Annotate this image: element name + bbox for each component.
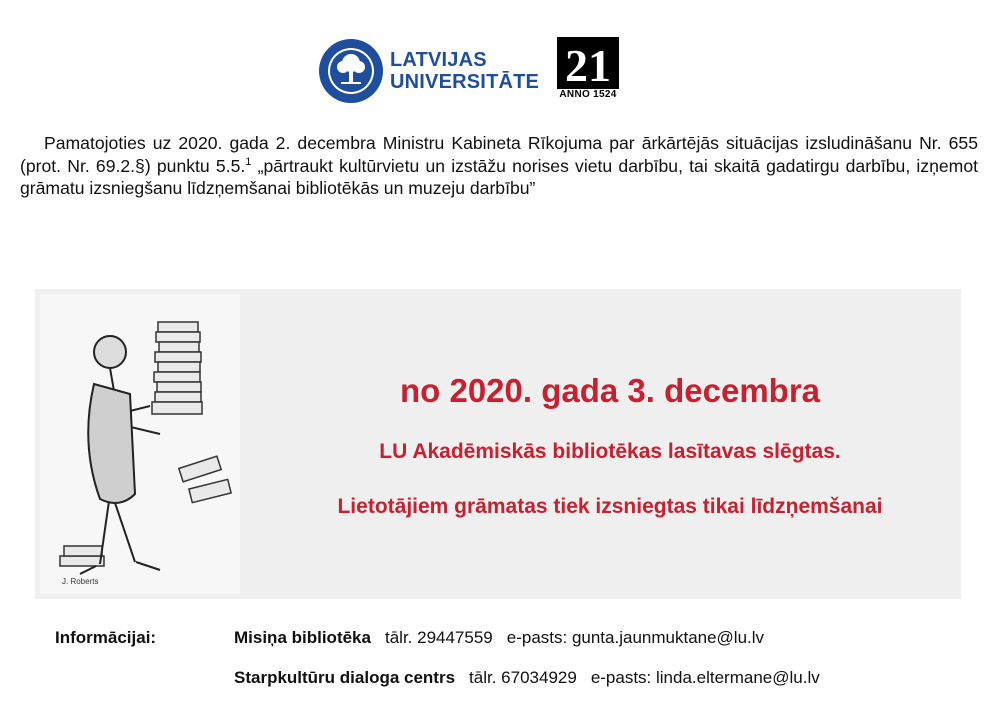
anno-caption: ANNO 1524 [559, 89, 617, 100]
contact-phone: tālr. 29447559 [384, 628, 493, 647]
contact-phone: tālr. 67034929 [469, 668, 577, 687]
anno-logo [553, 37, 623, 103]
university-name-line2: UNIVERSITĀTE [390, 71, 540, 93]
contact-name: Starpkultūru dialoga centrs [234, 668, 456, 687]
university-seal-icon [318, 38, 384, 104]
intro-text-b: „pārtraukt kultūrvietu un izstāžu norises vietu darbību, tai skaitā gadatirgu darbību, izņemot grāmatu izsniegšanu līdzņemšanai bibliotēkās un muzeju darbību” [20, 155, 979, 198]
info-label: Informācijai: [55, 628, 157, 647]
intro-paragraph [20, 132, 978, 200]
anno-mark-text: 21 [565, 40, 611, 89]
anno-21-mark-icon [557, 37, 619, 89]
notice-takeaway-text: Lietotājiem grāmatas tiek izsniegtas tikai līdzņemšanai [337, 495, 883, 518]
contact-name: Misiņa bibliotēka [234, 628, 371, 647]
notice-closure-text: LU Akadēmiskās bibliotēkas lasītavas slēgtas. [379, 440, 841, 463]
contact-row [234, 628, 764, 648]
contact-row [234, 668, 820, 688]
illustration-signature: J. Roberts [62, 577, 99, 586]
university-name-line1: LATVIJAS [390, 49, 487, 71]
notice-panel [35, 289, 961, 599]
intro-footnote-mark: 1 [245, 155, 252, 168]
university-logo [318, 38, 540, 106]
notice-headline: no 2020. gada 3. decembra [399, 372, 821, 409]
contact-email: e-pasts: linda.eltermane@lu.lv [590, 668, 820, 687]
intro-text-a: Pamatojoties uz 2020. gada 2. decembra Ministru Kabineta Rīkojuma par ārkārtējās situācijas izsludināšanu Nr. 655 (prot. Nr. 69.2.§) punktu 5.5. [20, 133, 978, 176]
man-carrying-books-illustration [40, 294, 240, 594]
contact-email: e-pasts: gunta.jaunmuktane@lu.lv [506, 628, 765, 647]
